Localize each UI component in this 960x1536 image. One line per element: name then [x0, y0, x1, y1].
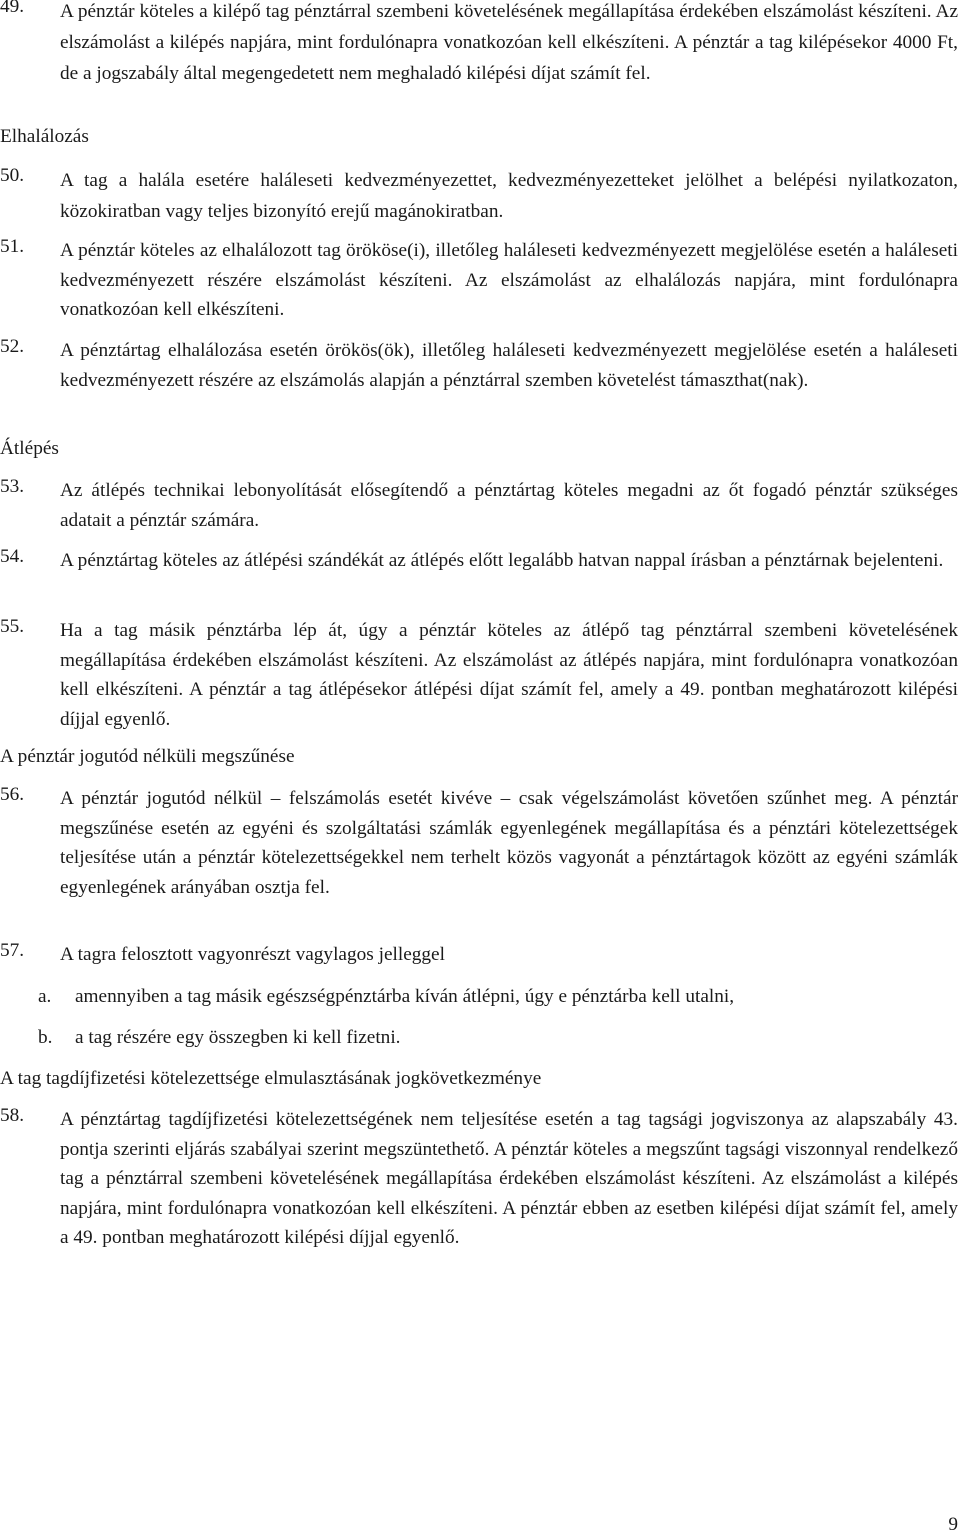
paragraph-number: 55.	[0, 616, 25, 637]
list-item-57b	[38, 1023, 958, 1052]
paragraph-52	[0, 336, 958, 395]
paragraph-54	[0, 546, 958, 576]
section-heading-atlepes: Átlépés	[0, 438, 59, 459]
page-number: 9	[948, 1514, 958, 1535]
paragraph-number: 58.	[0, 1105, 25, 1126]
paragraph-number: 52.	[0, 336, 25, 357]
paragraph-58	[0, 1105, 958, 1253]
list-item-57a	[38, 982, 958, 1011]
paragraph-number: 50.	[0, 165, 25, 186]
paragraph-53	[0, 476, 958, 535]
section-heading-jogutod: A pénztár jogutód nélküli megszűnése	[0, 746, 295, 767]
paragraph-49	[0, 0, 958, 89]
paragraph-text: A pénztártag elhalálozása esetén örökös(ök), illetőleg haláleseti kedvezményezett megjelölése esetén a haláleseti kedvezményezett részére az elszámolás alapján a pénztárral szemben követelést támaszthat(nak).	[60, 340, 958, 391]
paragraph-number: 56.	[0, 784, 25, 805]
paragraph-text: A pénztár köteles az elhalálozott tag örököse(i), illetőleg haláleseti kedvezményezett megjelölése esetén a haláleseti kedvezményezett részére elszámolást készíteni. Az elszámolást az elhalálozás napjára, mint fordulónapra vonatkozóan kell elkészíteni.	[60, 240, 958, 321]
paragraph-50	[0, 165, 958, 227]
paragraph-text: Az átlépés technikai lebonyolítását elősegítendő a pénztártag köteles megadni az őt fogadó pénztár szükséges adatait a pénztár számára.	[60, 480, 958, 531]
paragraph-text: A pénztár köteles a kilépő tag pénztárral szembeni követelésének megállapítása érdekében elszámolást készíteni. Az elszámolást a kilépés napjára, mint fordulónapra vonatkozóan kell elkészíteni. A pénztár a tag kilépésekor 4000 Ft, de a jogszabály által megengedetett nem meghaladó kilépési díjat számít fel.	[60, 1, 958, 84]
list-item-text: a tag részére egy összegben ki kell fizetni.	[75, 1027, 401, 1048]
paragraph-number: 49.	[0, 0, 25, 17]
paragraph-55	[0, 616, 958, 734]
list-item-letter: b.	[38, 1027, 53, 1048]
paragraph-text: A pénztártag tagdíjfizetési kötelezettségének nem teljesítése esetén a tag tagsági jogviszonya az alapszabály 43. pontja szerinti eljárás szabályai szerint megszüntethető. A pénztár köteles a megszűnt tagsági viszonnyal rendelkező tag a pénztárral szembeni követelésének megállapítása érdekében elszámolást készíteni. Az elszámolást a kilépés napjára, mint fordulónapra vonatkozóan kell elkészíteni. A pénztár ebben az esetben kilépési díjat számít fel, amely a 49. pontban meghatározott kilépési díjjal egyenlő.	[60, 1109, 958, 1249]
paragraph-text: A tag a halála esetére haláleseti kedvezményezettet, kedvezményezetteket jelölhet a belépési nyilatkozaton, közokiratban vagy teljes bizonyító erejű magánokiratban.	[60, 170, 958, 222]
list-item-text: amennyiben a tag másik egészségpénztárba kíván átlépni, úgy e pénztárba kell utalni,	[75, 986, 735, 1007]
paragraph-number: 57.	[0, 940, 25, 961]
paragraph-number: 51.	[0, 236, 25, 257]
paragraph-57	[0, 940, 958, 970]
section-heading-tagdij: A tag tagdíjfizetési kötelezettsége elmulasztásának jogkövetkezménye	[0, 1068, 542, 1089]
paragraph-text: A pénztártag köteles az átlépési szándékát az átlépés előtt legalább hatvan nappal írásban a pénztárnak bejelenteni.	[60, 550, 944, 571]
paragraph-text: A pénztár jogutód nélkül – felszámolás esetét kivéve – csak végelszámolást követően szűnhet meg. A pénztár megszűnése esetén az egyéni és szolgáltatási számlák egyenlegének megállapítása és a pénztári kötelezettségek teljesítése után a pénztár kötelezettségekkel nem terhelt közös vagyonát a pénztártagok között az egyéni számlák egyenlegének arányában osztja fel.	[60, 788, 958, 898]
section-heading-elhalalozas: Elhalálozás	[0, 126, 89, 147]
paragraph-text: Ha a tag másik pénztárba lép át, úgy a pénztár köteles az átlépő tag pénztárral szembeni követelésének megállapítása érdekében elszámolást készíteni. Az elszámolást az átlépés napjára, mint fordulónapra vonatkozóan kell elkészíteni. A pénztár a tag átlépésekor átlépési díjat számít fel, amely a 49. pontban meghatározott kilépési díjjal egyenlő.	[60, 620, 958, 730]
paragraph-text: A tagra felosztott vagyonrészt vagylagos jelleggel	[60, 944, 445, 965]
list-item-letter: a.	[38, 986, 52, 1007]
paragraph-number: 53.	[0, 476, 25, 497]
paragraph-number: 54.	[0, 546, 25, 567]
paragraph-56	[0, 784, 958, 902]
paragraph-51	[0, 236, 958, 325]
